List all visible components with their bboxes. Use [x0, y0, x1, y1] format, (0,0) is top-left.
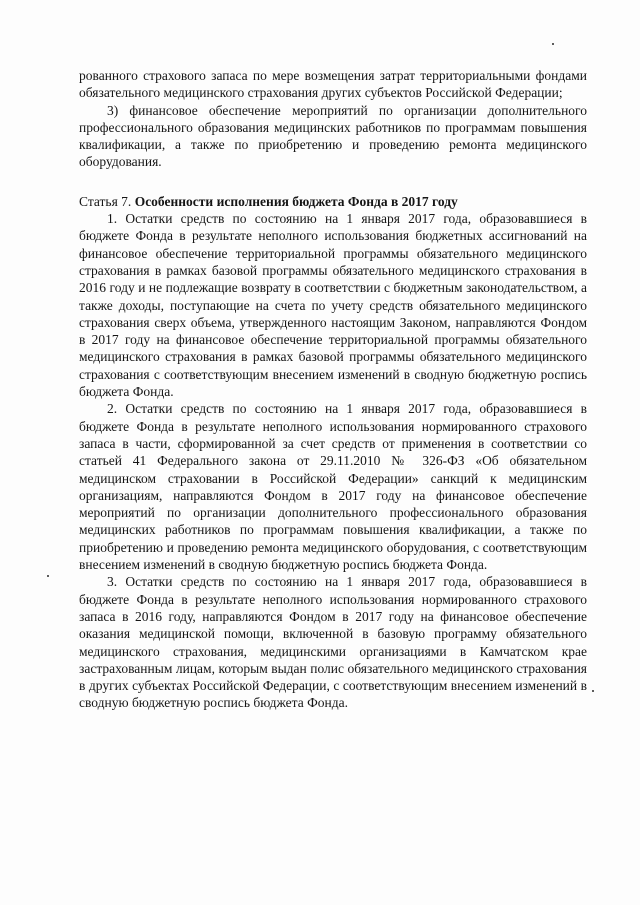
paragraph-item-3: 3) финансовое обеспечение мероприятий по организации дополнительного профессионального образования медицинских работников по программам повышения квалификации, а также по приобретению и проведению ремонта медицинского оборудования. — [79, 102, 587, 170]
paragraph-continuation: рованного страхового запаса по мере возмещения затрат территориальными фондами обязательного медицинского страхования других субъектов Российской Федерации; — [79, 68, 587, 101]
document-body — [79, 67, 587, 712]
article-title: Особенности исполнения бюджета Фонда в 2017 году — [134, 193, 458, 209]
article-heading — [79, 193, 587, 210]
article-paragraph-2: 2. Остатки средств по состоянию на 1 января 2017 года, образовавшиеся в бюджете Фонда в результате неполного использования нормированного страхового запаса в части, сформированной за счет средств от применения в соответствии со статьей 41 Федерального закона от 29.11.2010 № 326-ФЗ «Об обязательном медицинском страховании в Российской Федерации» санкций к медицинским организациям, направляются Фондом в 2017 году на финансовое обеспечение мероприятий по организации дополнительного профессионального образования медицинских работников по программам повышения квалификации, а также по приобретению и проведению ремонта медицинского оборудования, с соответствующим внесением изменений в сводную бюджетную роспись бюджета Фонда. — [79, 401, 587, 573]
article-paragraph-1: 1. Остатки средств по состоянию на 1 января 2017 года, образовавшиеся в бюджете Фонда в результате неполного использования бюджетных ассигнований на финансовое обеспечение территориальной программы обязательного медицинского страхования в рамках базовой программы обязательного медицинского страхования в 2016 году и не подлежащие возврату в соответствии с бюджетным законодательством, а также доходы, поступающие на счета по учету средств обязательного медицинского страхования сверх объема, утвержденного настоящим Законом, направляются Фондом в 2017 году на финансовое обеспечение территориальной программы обязательного медицинского страхования в рамках базовой программы обязательного медицинского страхования с соответствующим внесением изменений в сводную бюджетную роспись бюджета Фонда. — [79, 211, 587, 400]
article-label: Статья 7. — [79, 193, 135, 209]
scan-speck — [592, 690, 594, 692]
scan-speck — [552, 43, 554, 45]
article-paragraph-3: 3. Остатки средств по состоянию на 1 января 2017 года, образовавшиеся в бюджете Фонда в результате неполного использования нормированного страхового запаса в 2016 году, направляются Фондом в 2017 году на финансовое обеспечение оказания медицинской помощи, включенной в базовую программу обязательного медицинского страхования, медицинскими организациями в Камчатском крае застрахованным лицам, которым выдан полис обязательного медицинского страхования в других субъектах Российской Федерации, с соответствующим внесением изменений в сводную бюджетную роспись бюджета Фонда. — [79, 574, 587, 711]
scan-speck — [47, 575, 49, 577]
